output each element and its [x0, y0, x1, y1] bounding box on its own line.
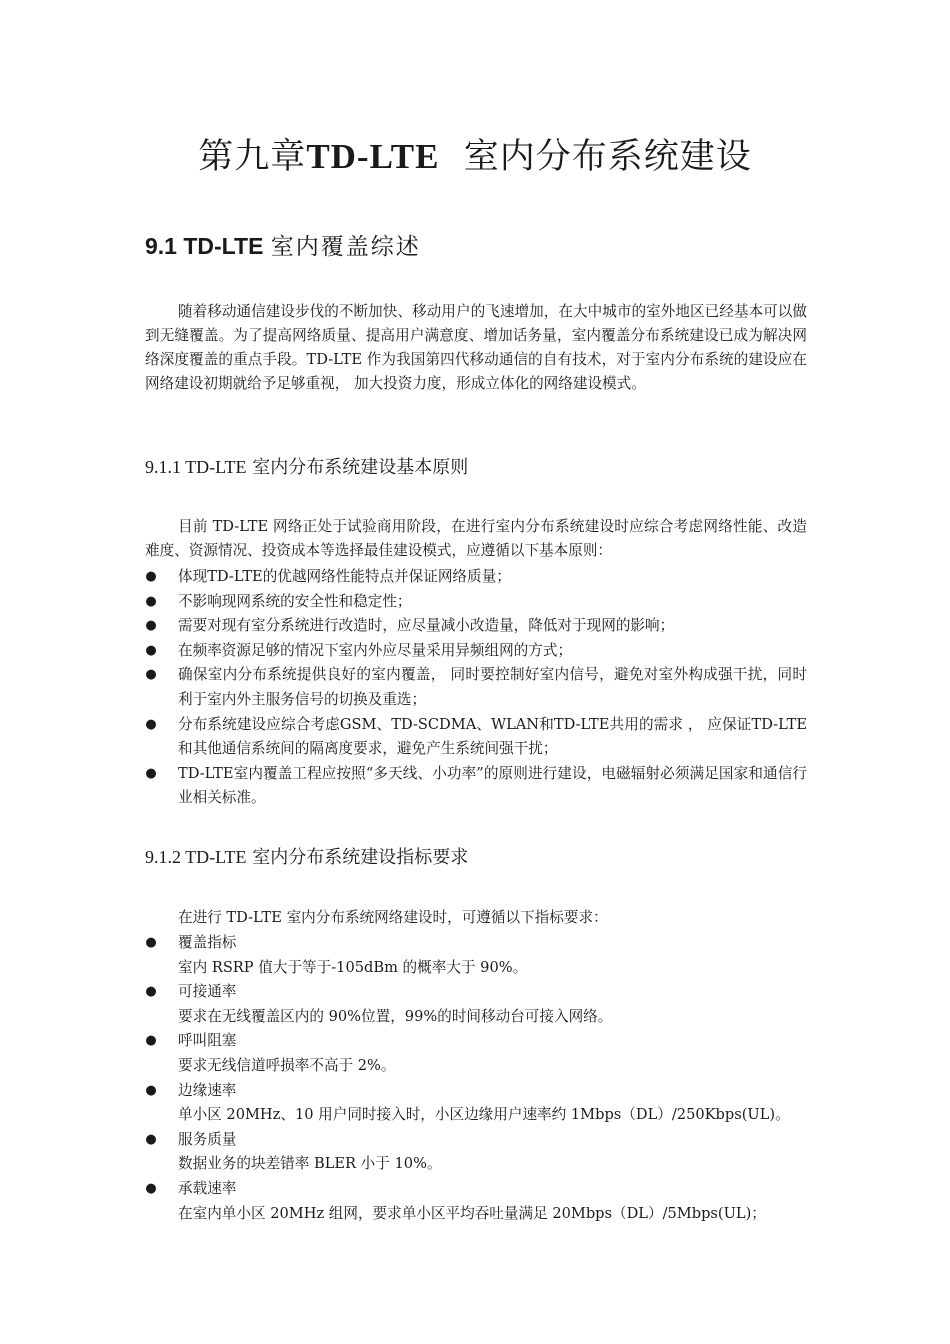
indicator-detail: 单小区 20MHz、10 用户同时接入时，小区边缘用户速率约 1Mbps（DL）/250Kbps(UL)。: [178, 1106, 790, 1124]
bullet-icon: ●: [145, 618, 157, 634]
indicator-detail: 在室内单小区 20MHz 组网，要求单小区平均吞吐量满足 20Mbps（DL）/5Mbps(UL)；: [178, 1204, 766, 1222]
list-item: [145, 713, 807, 762]
chapter-title-bold: TD-LTE: [306, 137, 440, 176]
section-9-1-2-heading: [145, 844, 468, 871]
bullet-icon: ●: [145, 569, 157, 584]
list-item: [145, 1029, 807, 1078]
list-item: [145, 1079, 807, 1128]
bullet-icon: ●: [145, 593, 157, 609]
bullet-icon: ●: [145, 1131, 157, 1147]
section-9-1-heading: [145, 230, 421, 263]
section-9-1-1-heading: [145, 454, 468, 481]
section-9-1-2-title: 室内分布系统建设指标要求: [252, 847, 469, 868]
principles-list: [145, 565, 807, 811]
indicator-label: 可接通率: [178, 983, 237, 1001]
section-9-1-2-number: 9.1.2 TD-LTE: [145, 847, 247, 867]
bullet-icon: ●: [145, 935, 157, 950]
indicator-label: 服务质量: [178, 1130, 237, 1148]
section-9-1-title: 室内覆盖综述: [270, 234, 421, 260]
indicator-detail: 室内 RSRP 值大于等于-105dBm 的概率大于 90%。: [178, 958, 528, 976]
list-item-text: 确保室内分布系统提供良好的室内覆盖， 同时要控制好室内信号，避免对室外构成强干扰，同时利于室内外主服务信号的切换及重选；: [178, 666, 807, 708]
indicator-detail: 数据业务的块差错率 BLER 小于 10%。: [178, 1155, 442, 1173]
indicator-label: 覆盖指标: [178, 934, 237, 951]
bullet-icon: ●: [145, 1180, 157, 1196]
indicator-label: 边缘速率: [178, 1081, 237, 1099]
list-item: [145, 614, 807, 639]
list-item-text: 分布系统建设应综合考虑GSM、TD-SCDMA、WLAN和TD-LTE共用的需求 ， 应保证TD-LTE和其他通信系统间的隔离度要求，避免产生系统间强干扰；: [178, 715, 807, 758]
section-9-1-1-title: 室内分布系统建设基本原则: [252, 457, 469, 478]
list-item: [145, 565, 807, 590]
bullet-icon: ●: [145, 716, 157, 732]
section-9-1-1-intro: 目前 TD-LTE 网络正处于试验商用阶段，在进行室内分布系统建设时应综合考虑网络性能、改造难度、资源情况、投资成本等选择最佳建设模式，应遵循以下基本原则：: [145, 518, 807, 559]
chapter-title: [0, 134, 950, 180]
list-item-text: 需要对现有室分系统进行改造时，应尽量减小改造量，降低对于现网的影响；: [178, 617, 675, 635]
chapter-title-prefix: 第九章: [198, 137, 307, 177]
list-item: [145, 931, 807, 980]
list-item: [145, 1128, 807, 1177]
bullet-icon: ●: [145, 667, 157, 683]
list-item: [145, 590, 807, 615]
indicator-detail: 要求在无线覆盖区内的 90%位置，99%的时间移动台可接入网络。: [178, 1007, 613, 1025]
list-item: [145, 980, 807, 1029]
indicators-list: [145, 931, 807, 1226]
section-9-1-paragraph: 随着移动通信建设步伐的不断加快、移动用户的飞速增加，在大中城市的室外地区已经基本可以做到无缝覆盖。为了提高网络质量、提高用户满意度、增加话务量，室内覆盖分布系统建设已成为解决网络深度覆盖的重点手段。TD-LTE 作为我国第四代移动通信的自有技术，对于室内分布系统的建设应在网络建设初期就给予足够重视， 加大投资力度，形成立体化的网络建设模式。: [145, 303, 807, 392]
bullet-icon: ●: [145, 984, 157, 1000]
list-item: [145, 663, 807, 712]
list-item-text: 不影响现网系统的安全性和稳定性；: [178, 592, 412, 610]
list-item-text: TD-LTE室内覆盖工程应按照“多天线、小功率”的原则进行建设，电磁辐射必须满足国家和通信行业相关标准。: [178, 764, 807, 807]
bullet-icon: ●: [145, 642, 157, 658]
list-item-text: 在频率资源足够的情况下室内外应尽量采用异频组网的方式；: [178, 641, 573, 659]
section-9-1-number: 9.1 TD-LTE: [145, 233, 264, 259]
section-9-1-1-number: 9.1.1 TD-LTE: [145, 457, 247, 477]
bullet-icon: ●: [145, 1082, 157, 1098]
section-9-1-2-intro: 在进行 TD-LTE 室内分布系统网络建设时，可遵循以下指标要求：: [178, 909, 608, 926]
bullet-icon: ●: [145, 765, 157, 781]
list-item: [145, 639, 807, 664]
indicator-detail: 要求无线信道呼损率不高于 2%。: [178, 1056, 396, 1074]
chapter-title-suffix: 室内分布系统建设: [463, 137, 752, 177]
list-item: [145, 762, 807, 811]
indicator-label: 承载速率: [178, 1179, 237, 1197]
indicator-label: 呼叫阻塞: [178, 1032, 237, 1050]
list-item: [145, 1177, 807, 1226]
list-item-text: 体现TD-LTE的优越网络性能特点并保证网络质量；: [178, 568, 511, 585]
bullet-icon: ●: [145, 1033, 157, 1049]
